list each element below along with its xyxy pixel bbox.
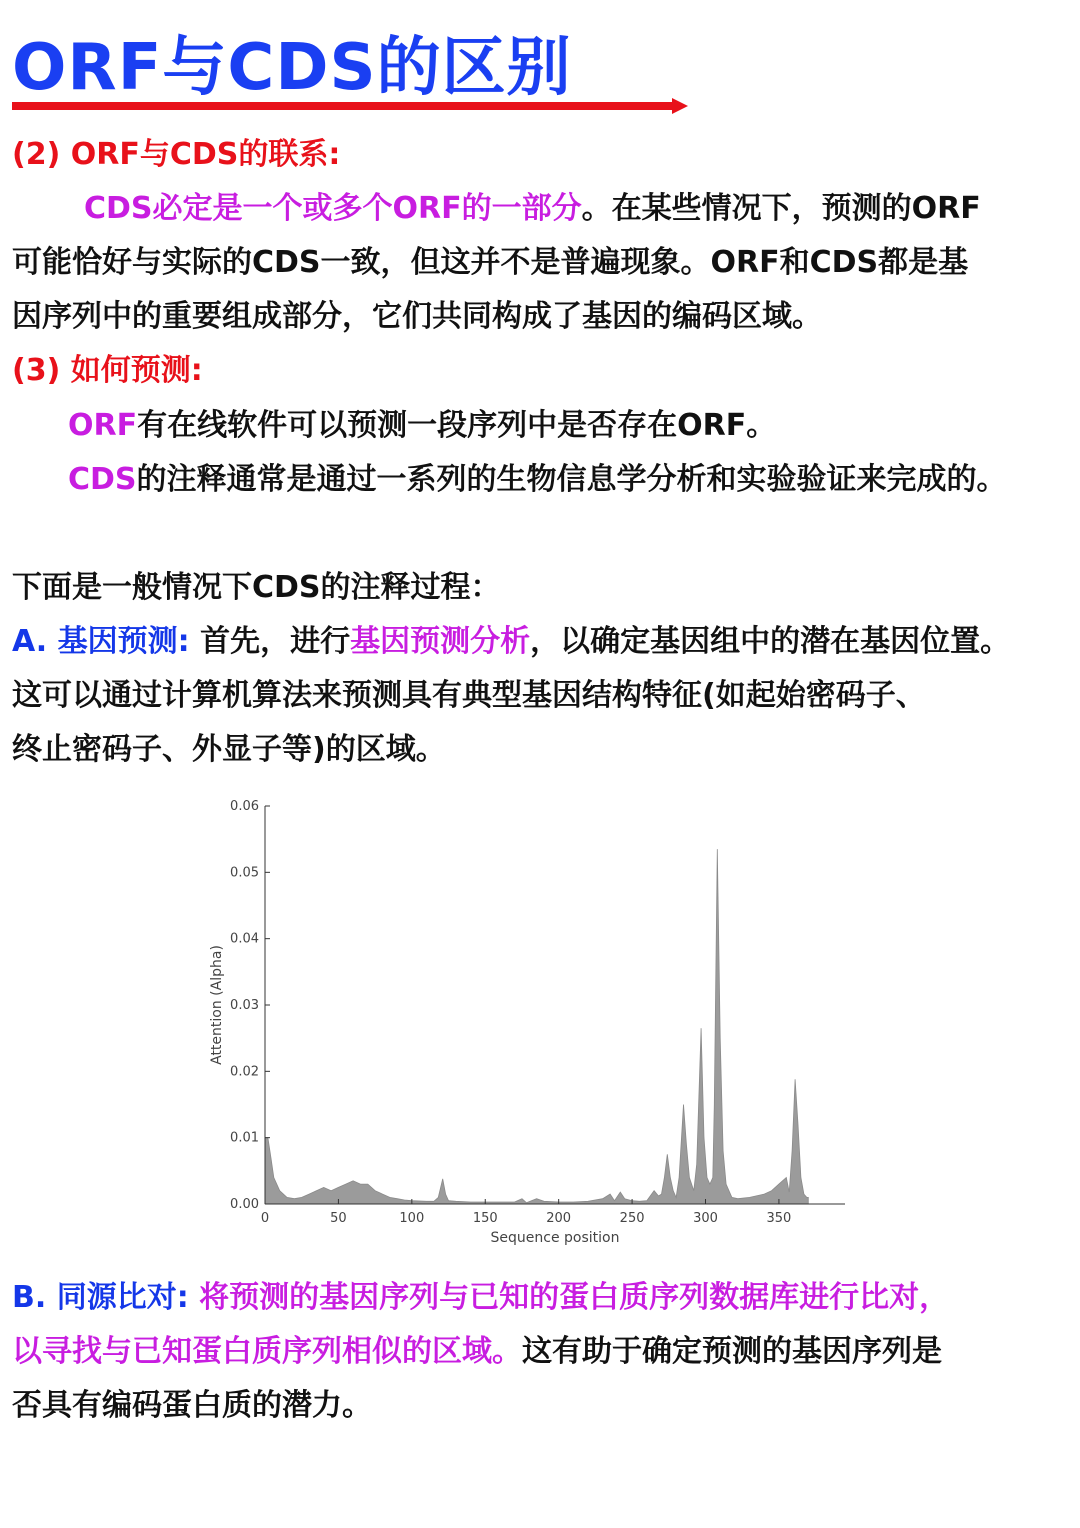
y-tick-label: 0.05: [230, 865, 259, 881]
section-2-line-3: 因序列中的重要组成部分，它们共同构成了基因的编码区域。: [12, 299, 822, 334]
step-a-label: A. 基因预测:: [12, 624, 190, 659]
x-tick-label: 350: [766, 1211, 792, 1226]
attention-area: [265, 849, 808, 1204]
title-underline-arrow-shape: [12, 98, 688, 114]
step-a-line-3: 终止密码子、外显子等)的区域。: [12, 732, 446, 767]
annotation-intro: 下面是一般情况下CDS的注释过程：: [12, 570, 501, 605]
section-2-line-2: 可能恰好与实际的CDS一致，但这并不是普遍现象。ORF和CDS都是基: [12, 245, 969, 280]
x-tick-label: 100: [399, 1211, 425, 1226]
attention-chart: [195, 792, 865, 1252]
gene-prediction-highlight: 基因预测分析: [350, 624, 531, 659]
page-title: ORF与CDS的区别: [12, 31, 572, 105]
step-b-label: B. 同源比对:: [12, 1280, 189, 1315]
y-tick-label: 0.03: [230, 998, 259, 1013]
y-tick-label: 0.00: [230, 1197, 259, 1212]
step-a-line-1: [12, 622, 1010, 662]
step-b-line-1: [12, 1278, 949, 1318]
homology-highlight-1: 将预测的基因序列与已知的蛋白质序列数据库进行比对，: [188, 1280, 950, 1315]
step-a-line-2: 这可以通过计算机算法来预测具有典型基因结构特征(如起始密码子、: [12, 678, 926, 713]
homology-highlight-2: 以寻找与已知蛋白质序列相似的区域。: [12, 1334, 522, 1369]
step-b-text: 这有助于确定预测的基因序列是: [522, 1334, 942, 1369]
y-tick-label: 0.04: [230, 931, 259, 947]
orf-prediction-text: 有在线软件可以预测一段序列中是否存在ORF。: [137, 408, 777, 443]
y-tick-label: 0.02: [230, 1064, 259, 1080]
x-tick-label: 200: [546, 1211, 572, 1226]
step-b-line-3: 否具有编码蛋白质的潜力。: [12, 1388, 372, 1423]
x-axis-label: Sequence position: [490, 1230, 620, 1246]
y-axis-label: Attention (Alpha): [209, 945, 225, 1065]
cds-term: CDS: [68, 462, 137, 497]
orf-term: ORF: [68, 408, 138, 443]
section-2-line-1: [84, 189, 981, 229]
x-tick-label: 0: [260, 1211, 270, 1226]
step-a-text-2: ，以确定基因组中的潜在基因位置。: [530, 624, 1011, 659]
y-tick-label: 0.01: [230, 1130, 259, 1146]
x-tick-label: 150: [472, 1211, 498, 1226]
step-b-line-2: [12, 1332, 942, 1372]
section-2-heading: (2) ORF与CDS的联系:: [12, 137, 341, 172]
orf-prediction-line: [68, 406, 776, 446]
section-2-text: 。在某些情况下，预测的ORF: [581, 191, 981, 226]
cds-annotation-line: [68, 460, 1007, 500]
section-3-heading: (3) 如何预测:: [12, 353, 203, 388]
x-tick-label: 50: [330, 1211, 347, 1226]
x-tick-label: 300: [693, 1211, 718, 1226]
title-underline-arrow: [12, 96, 692, 116]
x-tick-label: 250: [619, 1211, 645, 1226]
y-tick-label: 0.06: [230, 799, 259, 814]
cds-orf-relation-highlight: CDS必定是一个或多个ORF的一部分: [84, 191, 582, 226]
cds-annotation-text: 的注释通常是通过一系列的生物信息学分析和实验验证来完成的。: [136, 462, 1007, 497]
step-a-text: 首先，进行: [189, 624, 351, 659]
